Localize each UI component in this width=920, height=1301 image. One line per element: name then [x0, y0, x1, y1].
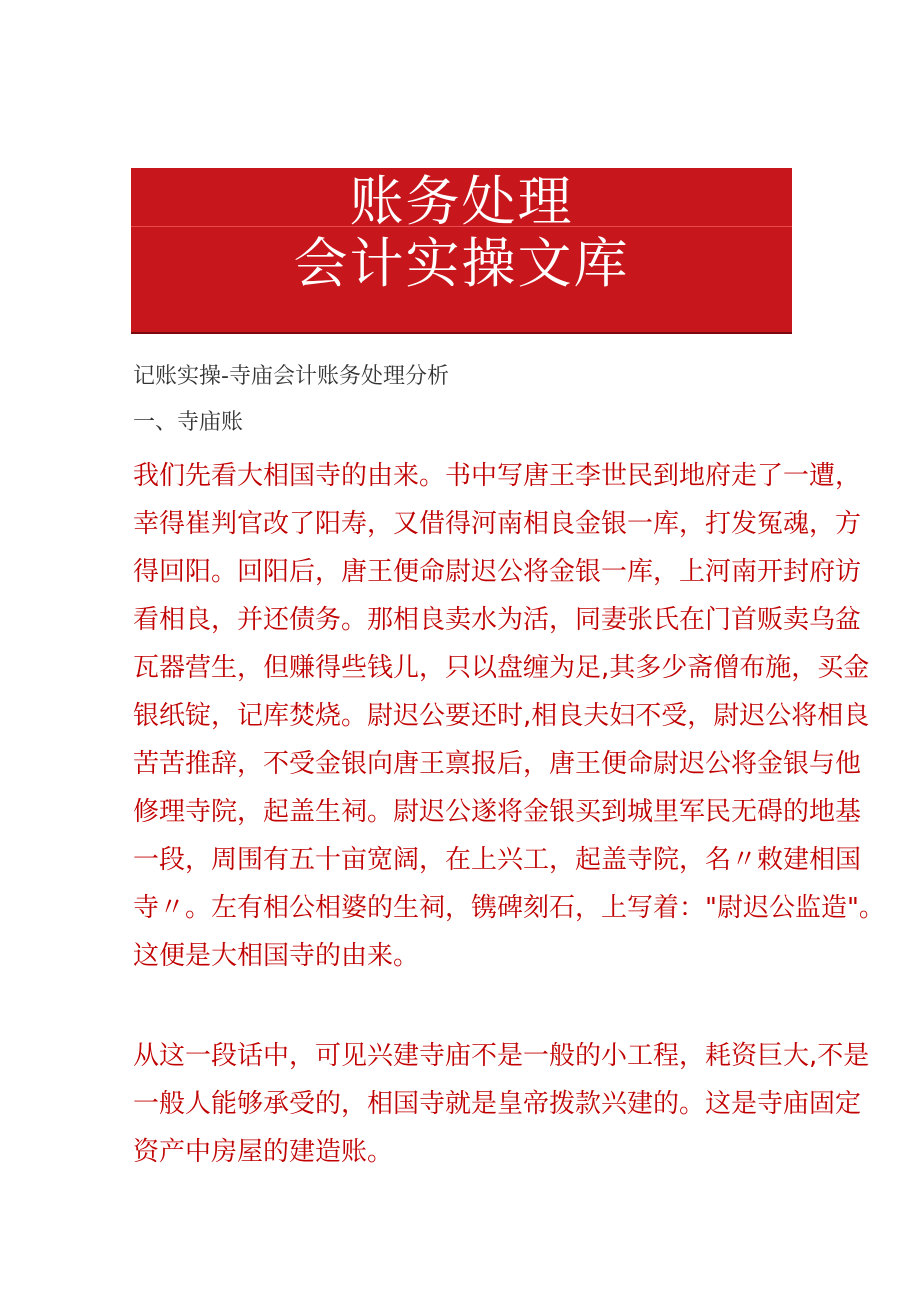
paragraph-line: 看相良，并还债务。那相良卖水为活，同妻张氏在门首贩卖乌盆 — [133, 605, 862, 635]
paragraph-line: 银纸锭，记库焚烧。尉迟公要还时,相良夫妇不受，尉迟公将相良 — [133, 701, 870, 731]
paragraph-line: 瓦器营生，但赚得些钱儿，只以盘缠为足,其多少斋僧布施，买金 — [133, 653, 870, 683]
paragraph-line: 资产中房屋的建造账。 — [133, 1137, 394, 1167]
section-heading: 一、寺庙账 — [133, 410, 244, 435]
paragraph-line: 修理寺院，起盖生祠。尉迟公遂将金银买到城里军民无碍的地基 — [133, 797, 862, 827]
paragraph-line: 这便是大相国寺的由来。 — [133, 941, 420, 971]
paragraph-line: 一般人能够承受的，相国寺就是皇帝拨款兴建的。这是寺庙固定 — [133, 1089, 862, 1119]
paragraph-line: 寺〃。左有相公相婆的生祠，镌碑刻石，上写着："尉迟公监造"。 — [133, 893, 885, 923]
header-banner — [131, 168, 792, 334]
paragraph-line: 幸得崔判官改了阳寿，又借得河南相良金银一库，打发冤魂，方 — [133, 509, 862, 539]
body-paragraph-2 — [133, 1032, 870, 1176]
paragraph-line: 从这一段话中，可见兴建寺庙不是一般的小工程，耗资巨大,不是 — [133, 1041, 870, 1071]
paragraph-line: 得回阳。回阳后，唐王便命尉迟公将金银一库，上河南开封府访 — [133, 557, 862, 587]
paragraph-line: 苦苦推辞，不受金银向唐王禀报后，唐王便命尉迟公将金银与他 — [133, 749, 862, 779]
banner-title-line2: 会计实操文库 — [293, 232, 630, 295]
paragraph-line: 我们先看大相国寺的由来。书中写唐王李世民到地府走了一遭， — [133, 461, 862, 491]
banner-title-line1: 账务处理 — [349, 170, 574, 233]
document-title: 记账实操-寺庙会计账务处理分析 — [133, 364, 449, 389]
paragraph-line: 一段，周围有五十亩宽阔，在上兴工，起盖寺院，名〃敕建相国 — [133, 845, 862, 875]
body-paragraph-1 — [133, 452, 885, 980]
